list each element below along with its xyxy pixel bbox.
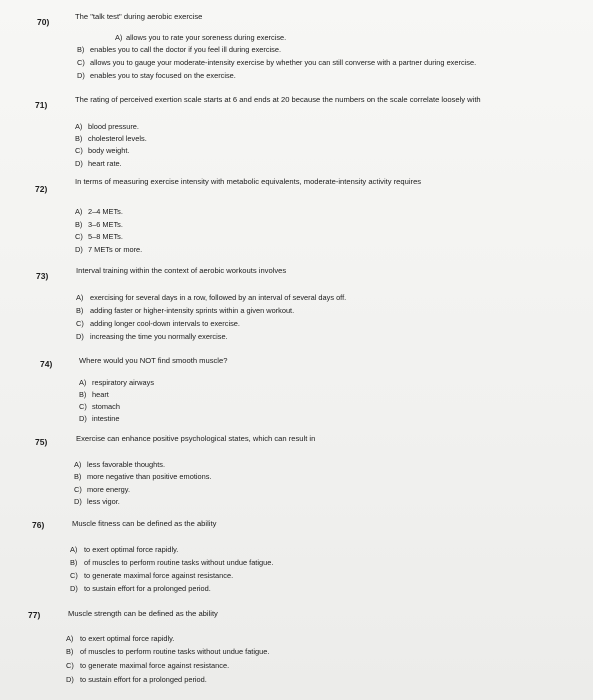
option-text: heart: [92, 390, 109, 399]
question-number: 70): [37, 17, 50, 27]
question-stem: The rating of perceived exertion scale starts at 6 and ends at 20 because the numbers on the scale correlate loosely with: [75, 95, 481, 104]
option-text: to sustain effort for a prolonged period.: [84, 584, 211, 593]
question-number: 76): [32, 520, 45, 530]
option-letter: C): [76, 319, 84, 328]
option-text: 5–8 METs.: [88, 232, 123, 241]
option-text: to exert optimal force rapidly.: [80, 634, 175, 643]
option-letter: B): [76, 306, 84, 315]
option-text: 2–4 METs.: [88, 207, 123, 216]
option-letter: D): [75, 245, 83, 254]
question-number: 74): [40, 359, 53, 369]
option-text: stomach: [92, 402, 120, 411]
option-letter: B): [70, 558, 78, 567]
question-stem: The "talk test" during aerobic exercise: [75, 12, 203, 21]
option-letter: C): [74, 485, 82, 494]
option-letter: B): [66, 647, 74, 656]
option-letter: C): [77, 58, 85, 67]
option-letter: D): [74, 497, 82, 506]
option-text: increasing the time you normally exercise.: [90, 332, 228, 341]
question-stem: Muscle fitness can be defined as the ability: [72, 519, 217, 528]
option-text: adding faster or higher-intensity sprints within a given workout.: [90, 306, 295, 315]
option-text: cholesterol levels.: [88, 134, 147, 143]
option-letter: D): [75, 159, 83, 168]
option-letter: C): [70, 571, 78, 580]
option-text: less vigor.: [87, 497, 120, 506]
option-letter: C): [75, 146, 83, 155]
question-stem: Interval training within the context of aerobic workouts involves: [76, 266, 287, 275]
question-number: 73): [36, 271, 49, 281]
option-letter: B): [75, 220, 83, 229]
option-text: blood pressure.: [88, 122, 139, 131]
option-text: of muscles to perform routine tasks without undue fatigue.: [84, 558, 274, 567]
question-stem: Muscle strength can be defined as the ability: [68, 609, 218, 618]
option-text: to generate maximal force against resistance.: [80, 661, 230, 670]
question-stem: Where would you NOT find smooth muscle?: [79, 356, 228, 365]
option-text: to exert optimal force rapidly.: [84, 545, 179, 554]
option-letter: B): [74, 472, 82, 481]
option-letter: D): [79, 414, 87, 423]
option-letter: A): [70, 545, 78, 554]
option-text: enables you to stay focused on the exercise.: [90, 71, 236, 80]
option-text: allows you to gauge your moderate-intensity exercise by whether you can still converse with a partner during exercise.: [90, 58, 477, 67]
option-text: body weight.: [88, 146, 130, 155]
option-letter: D): [76, 332, 84, 341]
question-number: 72): [35, 184, 48, 194]
question-stem: Exercise can enhance positive psychological states, which can result in: [76, 434, 316, 443]
option-text: heart rate.: [88, 159, 122, 168]
option-text: adding longer cool-down intervals to exercise.: [90, 319, 240, 328]
option-text: exercising for several days in a row, followed by an interval of several days off.: [90, 293, 347, 302]
option-letter: A): [74, 460, 82, 469]
option-letter: C): [66, 661, 74, 670]
option-letter: A): [115, 33, 123, 42]
option-text: enables you to call the doctor if you feel ill during exercise.: [90, 45, 282, 54]
option-text: more energy.: [87, 485, 130, 494]
option-text: respiratory airways: [92, 378, 155, 387]
option-text: less favorable thoughts.: [87, 460, 166, 469]
option-letter: D): [77, 71, 85, 80]
question-number: 71): [35, 100, 48, 110]
option-letter: B): [75, 134, 83, 143]
option-text: to generate maximal force against resistance.: [84, 571, 234, 580]
option-letter: B): [79, 390, 87, 399]
option-letter: A): [79, 378, 87, 387]
option-text: of muscles to perform routine tasks without undue fatigue.: [80, 647, 270, 656]
option-letter: A): [66, 634, 74, 643]
option-letter: B): [77, 45, 85, 54]
option-text: to sustain effort for a prolonged period.: [80, 675, 207, 684]
option-text: 7 METs or more.: [88, 245, 143, 254]
option-letter: D): [70, 584, 78, 593]
option-letter: C): [79, 402, 87, 411]
option-letter: A): [75, 207, 83, 216]
question-stem: In terms of measuring exercise intensity with metabolic equivalents, moderate-intensity activity requires: [75, 177, 422, 186]
option-letter: A): [75, 122, 83, 131]
option-text: allows you to rate your soreness during exercise.: [126, 33, 287, 42]
option-text: intestine: [92, 414, 120, 423]
option-letter: C): [75, 232, 83, 241]
option-text: 3–6 METs.: [88, 220, 123, 229]
question-number: 75): [35, 437, 48, 447]
option-letter: D): [66, 675, 74, 684]
option-text: more negative than positive emotions.: [87, 472, 212, 481]
option-letter: A): [76, 293, 84, 302]
question-number: 77): [28, 610, 41, 620]
